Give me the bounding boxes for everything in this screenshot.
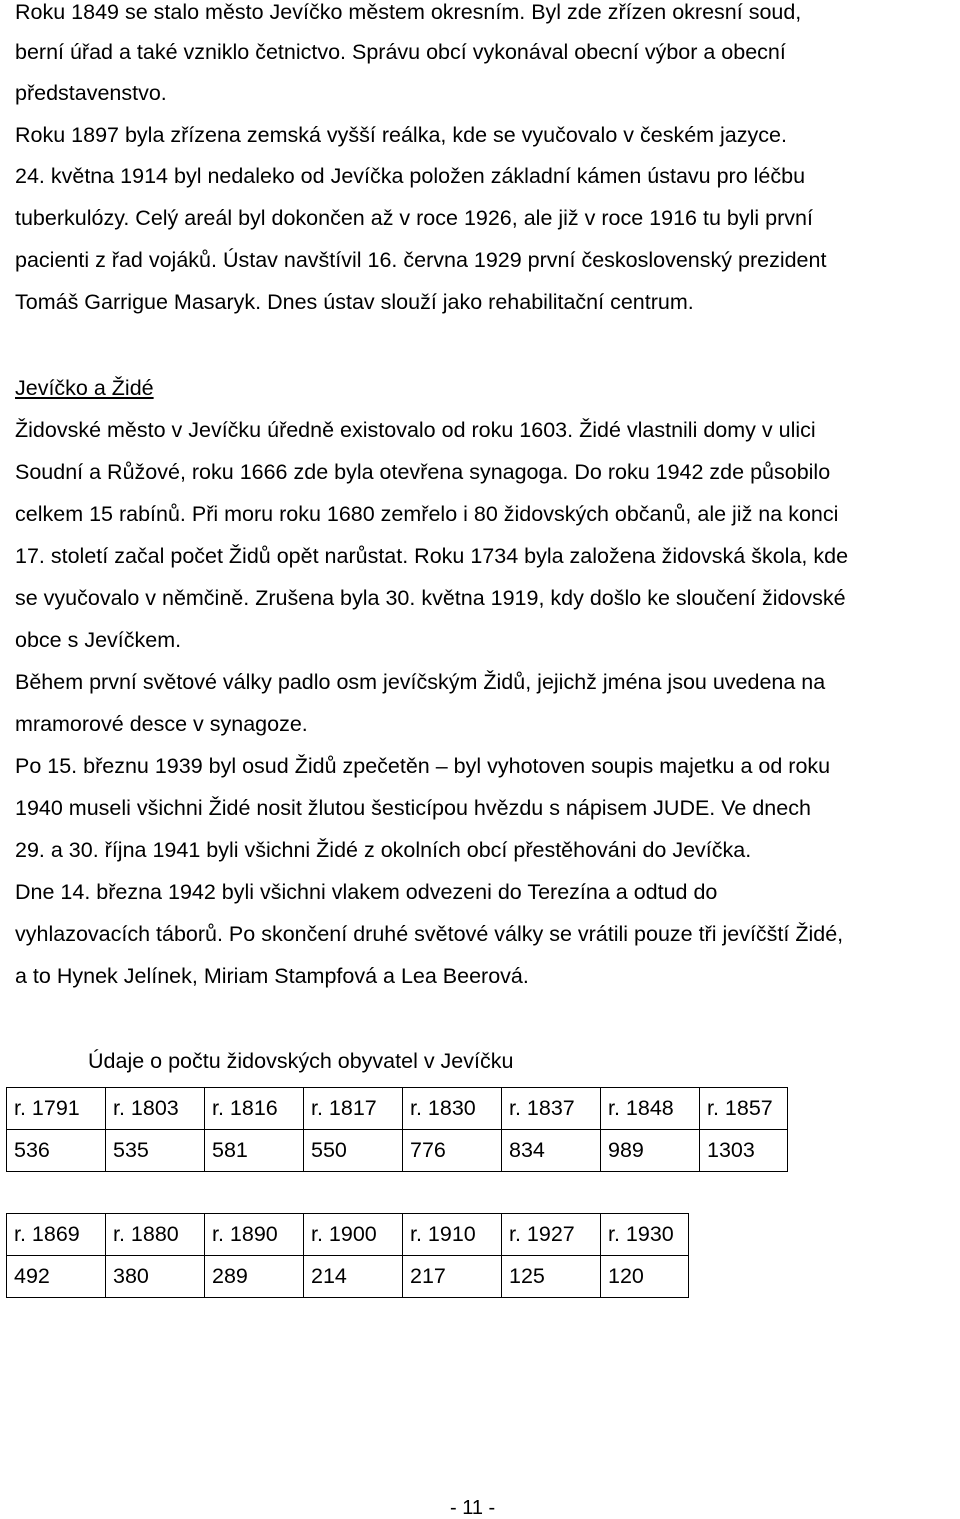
text-line: tuberkulózy. Celý areál byl dokončen až v roce 1926, ale již v roce 1916 tu byli první <box>15 206 813 230</box>
text-line: Tomáš Garrigue Masaryk. Dnes ústav slouží jako rehabilitační centrum. <box>15 290 694 314</box>
table-cell-year: r. 1930 <box>601 1214 689 1256</box>
text-line: představenstvo. <box>15 81 167 105</box>
table-cell-count: 989 <box>601 1130 700 1172</box>
table-row-years <box>7 1214 689 1256</box>
table-cell-count: 535 <box>106 1130 205 1172</box>
table-cell-year: r. 1791 <box>7 1088 106 1130</box>
page-number: - 11 - <box>450 1497 496 1519</box>
table-cell-year: r. 1927 <box>502 1214 601 1256</box>
table-caption: Údaje o počtu židovských obyvatel v Jevíčku <box>88 1049 514 1073</box>
table-cell-year: r. 1869 <box>7 1214 106 1256</box>
text-line: obce s Jevíčkem. <box>15 628 182 652</box>
text-line: 24. května 1914 byl nedaleko od Jevíčka položen základní kámen ústavu pro léčbu <box>15 164 806 188</box>
table-cell-count: 120 <box>601 1256 689 1298</box>
table-row-years <box>7 1088 788 1130</box>
text-line: Roku 1897 byla zřízena zemská vyšší reálka, kde se vyučovalo v českém jazyce. <box>15 123 787 147</box>
table-cell-count: 834 <box>502 1130 601 1172</box>
table-cell-year: r. 1848 <box>601 1088 700 1130</box>
table-cell-count: 214 <box>304 1256 403 1298</box>
table-cell-year: r. 1816 <box>205 1088 304 1130</box>
table-row-counts <box>7 1256 689 1298</box>
table-cell-year: r. 1880 <box>106 1214 205 1256</box>
text-line: a to Hynek Jelínek, Miriam Stampfová a Lea Beerová. <box>15 964 529 988</box>
text-line: Po 15. březnu 1939 byl osud Židů zpečetěn – byl vyhotoven soupis majetku a od roku <box>15 754 831 778</box>
table-cell-year: r. 1830 <box>403 1088 502 1130</box>
text-line: Soudní a Růžové, roku 1666 zde byla otevřena synagoga. Do roku 1942 zde působilo <box>15 460 831 484</box>
text-line: 1940 museli všichni Židé nosit žlutou šesticípou hvězdu s nápisem JUDE. Ve dnech <box>15 796 811 820</box>
table-cell-count: 217 <box>403 1256 502 1298</box>
table-cell-count: 492 <box>7 1256 106 1298</box>
population-table-1 <box>6 1087 788 1172</box>
text-line: se vyučovalo v němčině. Zrušena byla 30. května 1919, kdy došlo ke sloučení židovské <box>15 586 846 610</box>
table-cell-count: 550 <box>304 1130 403 1172</box>
table-cell-year: r. 1803 <box>106 1088 205 1130</box>
table-cell-year: r. 1857 <box>700 1088 788 1130</box>
text-line: Dne 14. března 1942 byli všichni vlakem odvezeni do Terezína a odtud do <box>15 880 718 904</box>
table-cell-year: r. 1910 <box>403 1214 502 1256</box>
table-cell-year: r. 1900 <box>304 1214 403 1256</box>
text-line: 17. století začal počet Židů opět narůstat. Roku 1734 byla založena židovská škola, kde <box>15 544 849 568</box>
table-cell-count: 536 <box>7 1130 106 1172</box>
section-heading: Jevíčko a Židé <box>15 376 154 400</box>
text-line: 29. a 30. října 1941 byli všichni Židé z okolních obcí přestěhováni do Jevíčka. <box>15 838 752 862</box>
table-cell-year: r. 1817 <box>304 1088 403 1130</box>
table-cell-count: 289 <box>205 1256 304 1298</box>
table-cell-count: 125 <box>502 1256 601 1298</box>
text-line: Roku 1849 se stalo město Jevíčko městem okresním. Byl zde zřízen okresní soud, <box>15 0 802 24</box>
table-cell-count: 581 <box>205 1130 304 1172</box>
population-table-2 <box>6 1213 689 1298</box>
table-cell-count: 380 <box>106 1256 205 1298</box>
table-cell-year: r. 1890 <box>205 1214 304 1256</box>
table-cell-count: 1303 <box>700 1130 788 1172</box>
text-line: vyhlazovacích táborů. Po skončení druhé světové války se vrátili pouze tři jevíčští Židé, <box>15 922 844 946</box>
table-row-counts <box>7 1130 788 1172</box>
text-line: Židovské město v Jevíčku úředně existovalo od roku 1603. Židé vlastnili domy v ulici <box>15 418 816 442</box>
text-line: Během první světové války padlo osm jevíčským Židů, jejichž jména jsou uvedena na <box>15 670 826 694</box>
text-line: celkem 15 rabínů. Při moru roku 1680 zemřelo i 80 židovských občanů, ale již na konci <box>15 502 839 526</box>
text-line: pacienti z řad vojáků. Ústav navštívil 16. června 1929 první československý prezident <box>15 248 827 272</box>
table-cell-count: 776 <box>403 1130 502 1172</box>
table-cell-year: r. 1837 <box>502 1088 601 1130</box>
text-line: mramorové desce v synagoze. <box>15 712 308 736</box>
text-line: berní úřad a také vzniklo četnictvo. Správu obcí vykonával obecní výbor a obecní <box>15 40 786 64</box>
